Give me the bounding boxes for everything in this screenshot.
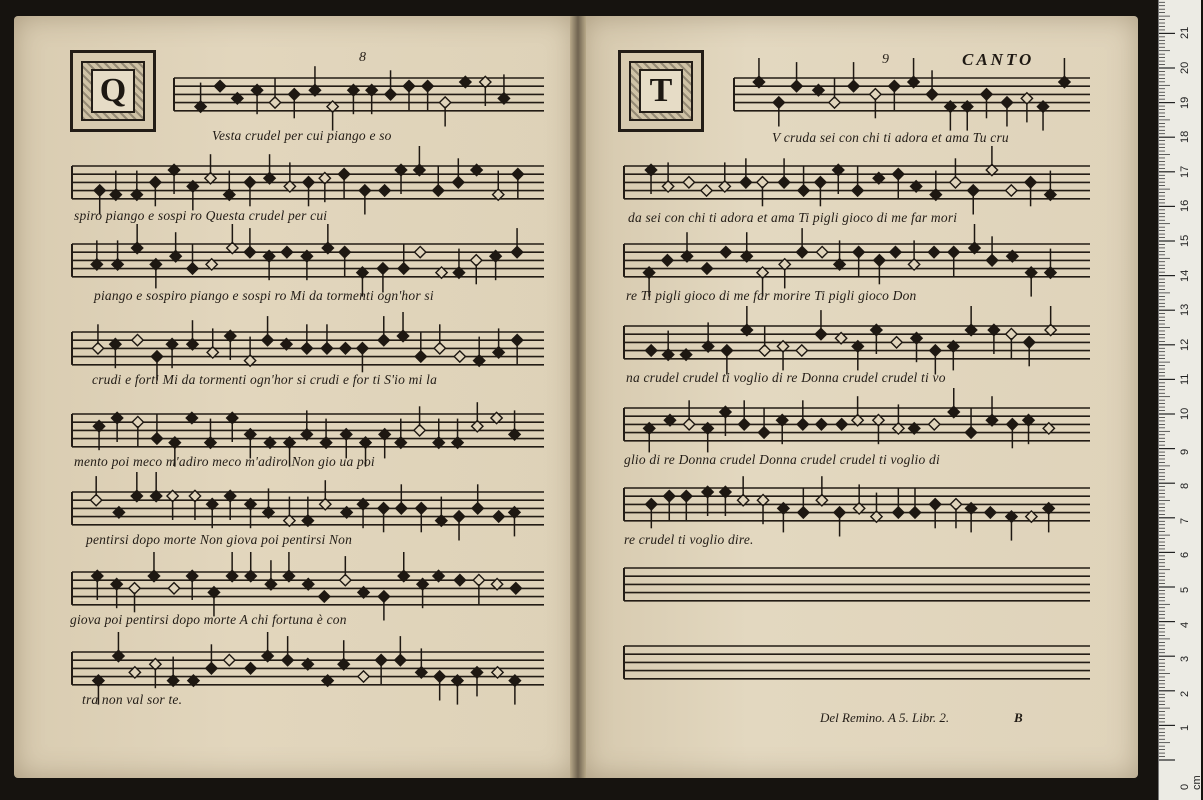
ruler-number: 14 bbox=[1179, 269, 1191, 282]
note-head bbox=[909, 507, 920, 518]
note-head bbox=[245, 663, 256, 674]
note-head bbox=[721, 345, 732, 356]
note-head bbox=[289, 89, 300, 100]
book-gutter bbox=[570, 16, 586, 778]
note-head bbox=[510, 583, 521, 594]
note-head bbox=[224, 654, 235, 665]
note-head bbox=[815, 177, 826, 188]
note-head bbox=[340, 574, 351, 585]
note-head bbox=[701, 263, 712, 274]
initial-letter: Q bbox=[91, 69, 135, 113]
note-head bbox=[398, 263, 409, 274]
empty-staff bbox=[624, 568, 1090, 601]
note-head bbox=[359, 185, 370, 196]
note-head bbox=[378, 591, 389, 602]
ruler-number: 11 bbox=[1179, 373, 1191, 386]
note-head bbox=[758, 427, 769, 438]
ruler-number: 1 bbox=[1179, 725, 1191, 732]
staff bbox=[72, 312, 544, 381]
note-head bbox=[414, 425, 425, 436]
note-head bbox=[848, 80, 859, 91]
note-head bbox=[282, 654, 293, 665]
note-head bbox=[378, 334, 389, 345]
staff bbox=[624, 146, 1090, 215]
lyric-line: mento poi meco m'adiro meco m'adiro Non gio ua poi bbox=[74, 454, 375, 469]
note-head bbox=[378, 503, 389, 514]
note-head bbox=[930, 499, 941, 510]
initial-letter: T bbox=[639, 69, 683, 113]
staff bbox=[72, 552, 544, 621]
note-head bbox=[512, 168, 523, 179]
note-head bbox=[453, 177, 464, 188]
ruler-number: 2 bbox=[1179, 690, 1191, 697]
note-head bbox=[132, 334, 143, 345]
note-head bbox=[1006, 328, 1017, 339]
note-head bbox=[151, 351, 162, 362]
note-head bbox=[358, 671, 369, 682]
ruler-number: 20 bbox=[1179, 61, 1191, 74]
note-head bbox=[950, 177, 961, 188]
note-head bbox=[1024, 337, 1035, 348]
note-head bbox=[797, 419, 808, 430]
ruler-number: 6 bbox=[1179, 552, 1191, 559]
note-head bbox=[1006, 185, 1017, 196]
note-head bbox=[385, 89, 396, 100]
note-head bbox=[701, 185, 712, 196]
note-head bbox=[473, 574, 484, 585]
note-head bbox=[928, 246, 939, 257]
note-head bbox=[683, 419, 694, 430]
left-page bbox=[14, 16, 574, 778]
note-head bbox=[269, 97, 280, 108]
note-head bbox=[893, 168, 904, 179]
lyric-line: na crudel crudel ti voglio di re Donna crudel crudel ti vo bbox=[626, 370, 946, 385]
note-head bbox=[929, 419, 940, 430]
note-head bbox=[433, 185, 444, 196]
staff bbox=[734, 58, 1090, 131]
note-head bbox=[890, 246, 901, 257]
note-head bbox=[422, 80, 433, 91]
note-head bbox=[168, 583, 179, 594]
note-head bbox=[379, 185, 390, 196]
note-head bbox=[926, 89, 937, 100]
note-head bbox=[150, 177, 161, 188]
note-head bbox=[338, 168, 349, 179]
page-number: 9 bbox=[882, 52, 889, 67]
page-footer: Del Remino. A 5. Libr. 2. bbox=[820, 710, 950, 725]
note-head bbox=[91, 494, 102, 505]
note-head bbox=[930, 345, 941, 356]
note-head bbox=[416, 503, 427, 514]
note-head bbox=[319, 591, 330, 602]
note-head bbox=[981, 89, 992, 100]
note-head bbox=[773, 97, 784, 108]
ruler-number: 15 bbox=[1179, 234, 1191, 247]
note-head bbox=[1001, 97, 1012, 108]
lyric-line: Vesta crudel per cui piango e so bbox=[212, 128, 392, 143]
ruler-ticks bbox=[1159, 0, 1201, 800]
note-head bbox=[798, 507, 809, 518]
staff bbox=[624, 388, 1090, 452]
note-head bbox=[968, 185, 979, 196]
note-head bbox=[512, 334, 523, 345]
ruler-number: 17 bbox=[1179, 165, 1191, 178]
ruler-number: 9 bbox=[1179, 448, 1191, 455]
lyric-line: da sei con chi ti adora et ama Ti pigli gioco di me far mori bbox=[628, 210, 958, 225]
decorated-initial-q bbox=[70, 50, 156, 132]
note-head bbox=[816, 419, 827, 430]
ruler-number: 10 bbox=[1179, 407, 1191, 420]
lyric-line: re crudel ti voglio dire. bbox=[624, 532, 754, 547]
note-head bbox=[403, 80, 414, 91]
note-head bbox=[893, 507, 904, 518]
note-head bbox=[778, 177, 789, 188]
note-head bbox=[720, 246, 731, 257]
note-head bbox=[493, 511, 504, 522]
voice-label: CANTO bbox=[962, 50, 1035, 69]
note-head bbox=[986, 255, 997, 266]
note-head bbox=[965, 427, 976, 438]
note-head bbox=[454, 574, 465, 585]
lyric-line: giova poi pentirsi dopo morte A chi fortuna è con bbox=[70, 612, 347, 627]
staff bbox=[72, 224, 544, 297]
lyric-line: crudi e forti Mi da tormenti ogn'hor si crudi e for ti S'io mi la bbox=[92, 372, 438, 387]
note-head bbox=[662, 255, 673, 266]
note-head bbox=[471, 255, 482, 266]
open-book bbox=[14, 16, 1138, 778]
note-head bbox=[891, 337, 902, 348]
note-head bbox=[985, 507, 996, 518]
note-head bbox=[950, 499, 961, 510]
note-head bbox=[1007, 419, 1018, 430]
note-head bbox=[948, 246, 959, 257]
ruler-number: 16 bbox=[1179, 200, 1191, 213]
page-number: 8 bbox=[359, 50, 366, 65]
note-head bbox=[852, 185, 863, 196]
lyric-line: tra non val sor te. bbox=[82, 692, 183, 707]
ruler-number: 3 bbox=[1179, 656, 1191, 663]
note-head bbox=[664, 490, 675, 501]
note-head bbox=[1025, 177, 1036, 188]
staff bbox=[624, 306, 1090, 375]
ruler-number: 5 bbox=[1179, 586, 1191, 593]
ruler-number: 7 bbox=[1179, 517, 1191, 524]
ruler-number: 13 bbox=[1179, 303, 1191, 317]
staff bbox=[624, 224, 1090, 297]
ruler-number: 8 bbox=[1179, 483, 1191, 490]
note-head bbox=[796, 345, 807, 356]
note-head bbox=[791, 80, 802, 91]
note-head bbox=[340, 343, 351, 354]
note-head bbox=[281, 246, 292, 257]
lyric-line: spiro piango e sospi ro Questa crudel per cui bbox=[74, 208, 328, 223]
note-head bbox=[434, 671, 445, 682]
lyric-line: pentirsi dopo morte Non giova poi pentirsi Non bbox=[86, 532, 353, 547]
note-head bbox=[395, 654, 406, 665]
note-head bbox=[757, 177, 768, 188]
note-head bbox=[453, 511, 464, 522]
note-head bbox=[132, 416, 143, 427]
note-head bbox=[206, 663, 217, 674]
note-head bbox=[415, 351, 426, 362]
note-head bbox=[511, 246, 522, 257]
note-head bbox=[874, 255, 885, 266]
note-head bbox=[829, 97, 840, 108]
staff bbox=[624, 476, 1090, 540]
note-head bbox=[834, 507, 845, 518]
note-head bbox=[472, 503, 483, 514]
signature-mark: B bbox=[1014, 710, 1023, 725]
note-head bbox=[262, 334, 273, 345]
note-head bbox=[129, 583, 140, 594]
note-head bbox=[836, 419, 847, 430]
note-head bbox=[740, 177, 751, 188]
note-head bbox=[798, 185, 809, 196]
note-head bbox=[454, 351, 465, 362]
ruler-number: 19 bbox=[1179, 96, 1191, 109]
note-head bbox=[870, 89, 881, 100]
note-head bbox=[377, 263, 388, 274]
ruler-number: 18 bbox=[1179, 130, 1191, 144]
note-head bbox=[244, 246, 255, 257]
lyric-line: piango e sospiro piango e sospi ro Mi da tormenti ogn'hor si bbox=[94, 288, 434, 303]
note-head bbox=[796, 246, 807, 257]
note-head bbox=[415, 246, 426, 257]
note-head bbox=[151, 433, 162, 444]
ruler-number: 4 bbox=[1179, 621, 1191, 628]
note-head bbox=[357, 343, 368, 354]
staff bbox=[72, 146, 544, 215]
lyric-line: V cruda sei con chi ti adora et ama Tu cru bbox=[772, 130, 1009, 145]
note-head bbox=[214, 80, 225, 91]
staff bbox=[72, 472, 544, 541]
note-head bbox=[92, 343, 103, 354]
note-head bbox=[683, 177, 694, 188]
note-head bbox=[339, 246, 350, 257]
note-head bbox=[739, 419, 750, 430]
note-head bbox=[889, 80, 900, 91]
note-head bbox=[187, 263, 198, 274]
note-head bbox=[817, 246, 828, 257]
note-head bbox=[434, 343, 445, 354]
note-head bbox=[396, 503, 407, 514]
note-head bbox=[853, 246, 864, 257]
ruler-number: 21 bbox=[1179, 27, 1191, 40]
note-head bbox=[375, 654, 386, 665]
lyric-line: glio di re Donna crudel Donna crudel crudel ti voglio di bbox=[624, 452, 940, 467]
ruler-label: 0 cm bbox=[1179, 775, 1203, 790]
note-head bbox=[303, 177, 314, 188]
note-head bbox=[815, 328, 826, 339]
note-head bbox=[244, 177, 255, 188]
lyric-line: re Ti pigli gioco di me far morire Ti pigli gioco Don bbox=[626, 288, 917, 303]
ruler-number: 12 bbox=[1179, 338, 1191, 351]
note-head bbox=[681, 490, 692, 501]
measuring-ruler bbox=[1158, 0, 1201, 800]
decorated-initial-t bbox=[618, 50, 704, 132]
note-head bbox=[301, 343, 312, 354]
note-head bbox=[646, 499, 657, 510]
note-head bbox=[439, 97, 450, 108]
staff bbox=[174, 66, 544, 130]
right-page bbox=[582, 16, 1138, 778]
note-head bbox=[759, 345, 770, 356]
note-head bbox=[646, 345, 657, 356]
note-head bbox=[94, 185, 105, 196]
empty-staff bbox=[624, 646, 1090, 679]
note-head bbox=[321, 343, 332, 354]
